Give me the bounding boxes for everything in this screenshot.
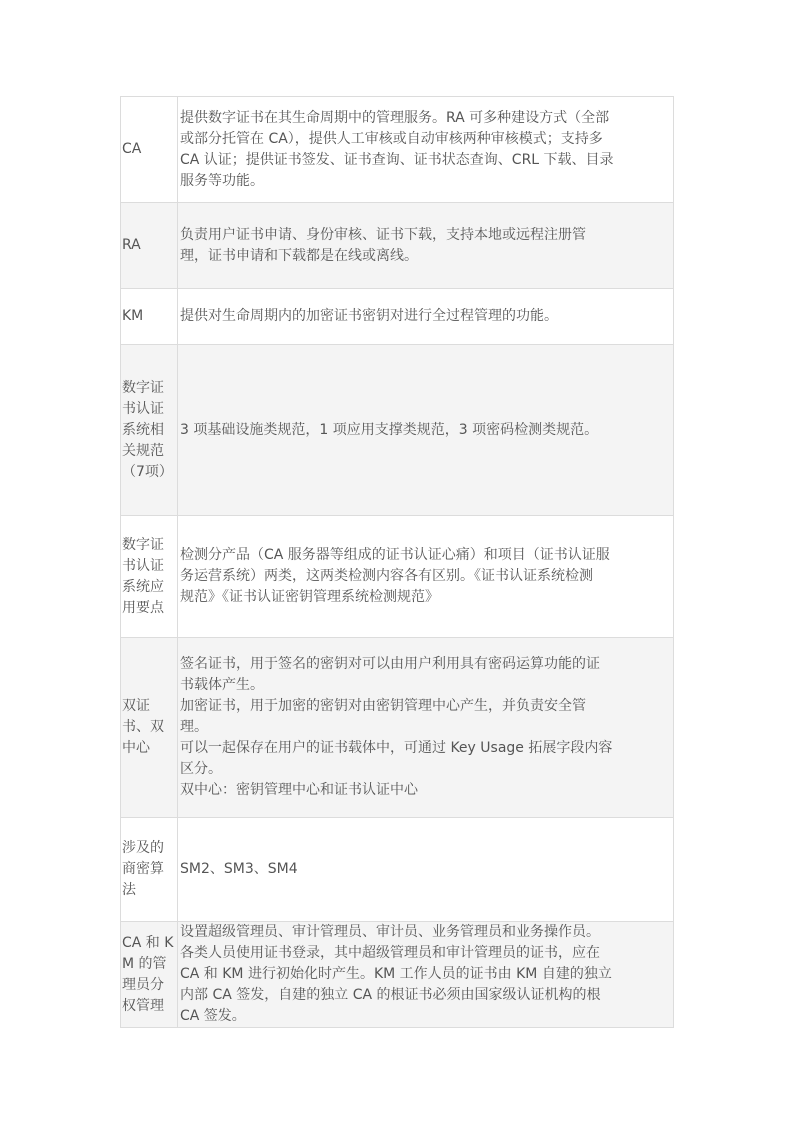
table-row	[121, 289, 674, 345]
description-line: 或部分托管在 CA），提供人工审核或自动审核两种审核模式；支持多	[180, 130, 603, 147]
description-line: 规范》《证书认证密钥管理系统检测规范》	[180, 589, 439, 605]
table-row	[121, 818, 674, 922]
description-line: 内部 CA 签发，自建的独立 CA 的根证书必须由国家级认证机构的根	[180, 987, 601, 1003]
description-cell	[178, 638, 674, 818]
table-row	[121, 97, 674, 203]
description-line: 务运营系统）两类，这两类检测内容各有区别。《证书认证系统检测	[180, 568, 593, 584]
description-line: 各类人员使用证书登录，其中超级管理员和审计管理员的证书，应在	[180, 945, 600, 961]
description-cell	[178, 97, 674, 203]
term-text: 涉及的商密算法	[122, 840, 164, 898]
term-text: CA	[122, 141, 142, 157]
term-cell	[121, 516, 178, 638]
table-row	[121, 922, 674, 1028]
description-line: SM2、SM3、SM4	[180, 861, 298, 877]
description-cell	[178, 203, 674, 289]
description-line: 提供数字证书在其生命周期中的管理服务。RA 可多种建设方式（全部	[180, 109, 610, 126]
table-row	[121, 516, 674, 638]
description-line: 双中心：密钥管理中心和证书认证中心	[180, 782, 418, 798]
term-text: CA 和 KM 的管理员分权管理	[122, 934, 174, 1014]
description-line: 设置超级管理员、审计管理员、审计员、业务管理员和业务操作员。	[180, 924, 600, 940]
term-text: 数字证书认证系统相关规范（7项）	[122, 379, 173, 480]
table-row	[121, 203, 674, 289]
description-line: 区分。	[180, 761, 222, 777]
table-row	[121, 638, 674, 818]
description-line: CA 签发。	[180, 1008, 246, 1024]
description-line: 理，证书申请和下载都是在线或离线。	[180, 247, 418, 264]
description-cell	[178, 516, 674, 638]
term-text: 数字证书认证系统应用要点	[122, 536, 164, 616]
description-line: 签名证书，用于签名的密钥对可以由用户利用具有密码运算功能的证	[180, 656, 600, 672]
description-cell	[178, 345, 674, 516]
term-text: 双证书、双中心	[122, 698, 164, 756]
table-row	[121, 345, 674, 516]
term-text: KM	[122, 308, 144, 324]
description-line: 负责用户证书申请、身份审核、证书下载，支持本地或远程注册管	[180, 226, 586, 243]
description-line: 服务等功能。	[180, 172, 264, 189]
description-line: 提供对生命周期内的加密证书密钥对进行全过程管理的功能。	[180, 308, 558, 324]
term-cell	[121, 289, 178, 345]
terms-table	[120, 96, 674, 1028]
description-line: 加密证书，用于加密的密钥对由密钥管理中心产生，并负责安全管	[180, 698, 586, 714]
description-cell	[178, 818, 674, 922]
term-cell	[121, 203, 178, 289]
description-line: CA 认证；提供证书签发、证书查询、证书状态查询、CRL 下载、目录	[180, 151, 614, 168]
description-line: 检测分产品（CA 服务器等组成的证书认证心痛）和项目（证书认证服	[180, 547, 610, 563]
description-line: 可以一起保存在用户的证书载体中，可通过 Key Usage 拓展字段内容	[180, 740, 613, 756]
description-cell	[178, 289, 674, 345]
term-text: RA	[122, 237, 141, 253]
description-line: 3 项基础设施类规范，1 项应用支撑类规范，3 项密码检测类规范。	[180, 421, 599, 438]
term-cell	[121, 638, 178, 818]
description-line: 书载体产生。	[180, 677, 264, 693]
description-line: 理。	[180, 719, 208, 735]
description-cell	[178, 922, 674, 1028]
description-line: CA 和 KM 进行初始化时产生。KM 工作人员的证书由 KM 自建的独立	[180, 966, 612, 982]
term-cell	[121, 345, 178, 516]
term-cell	[121, 818, 178, 922]
term-cell	[121, 97, 178, 203]
term-cell	[121, 922, 178, 1028]
